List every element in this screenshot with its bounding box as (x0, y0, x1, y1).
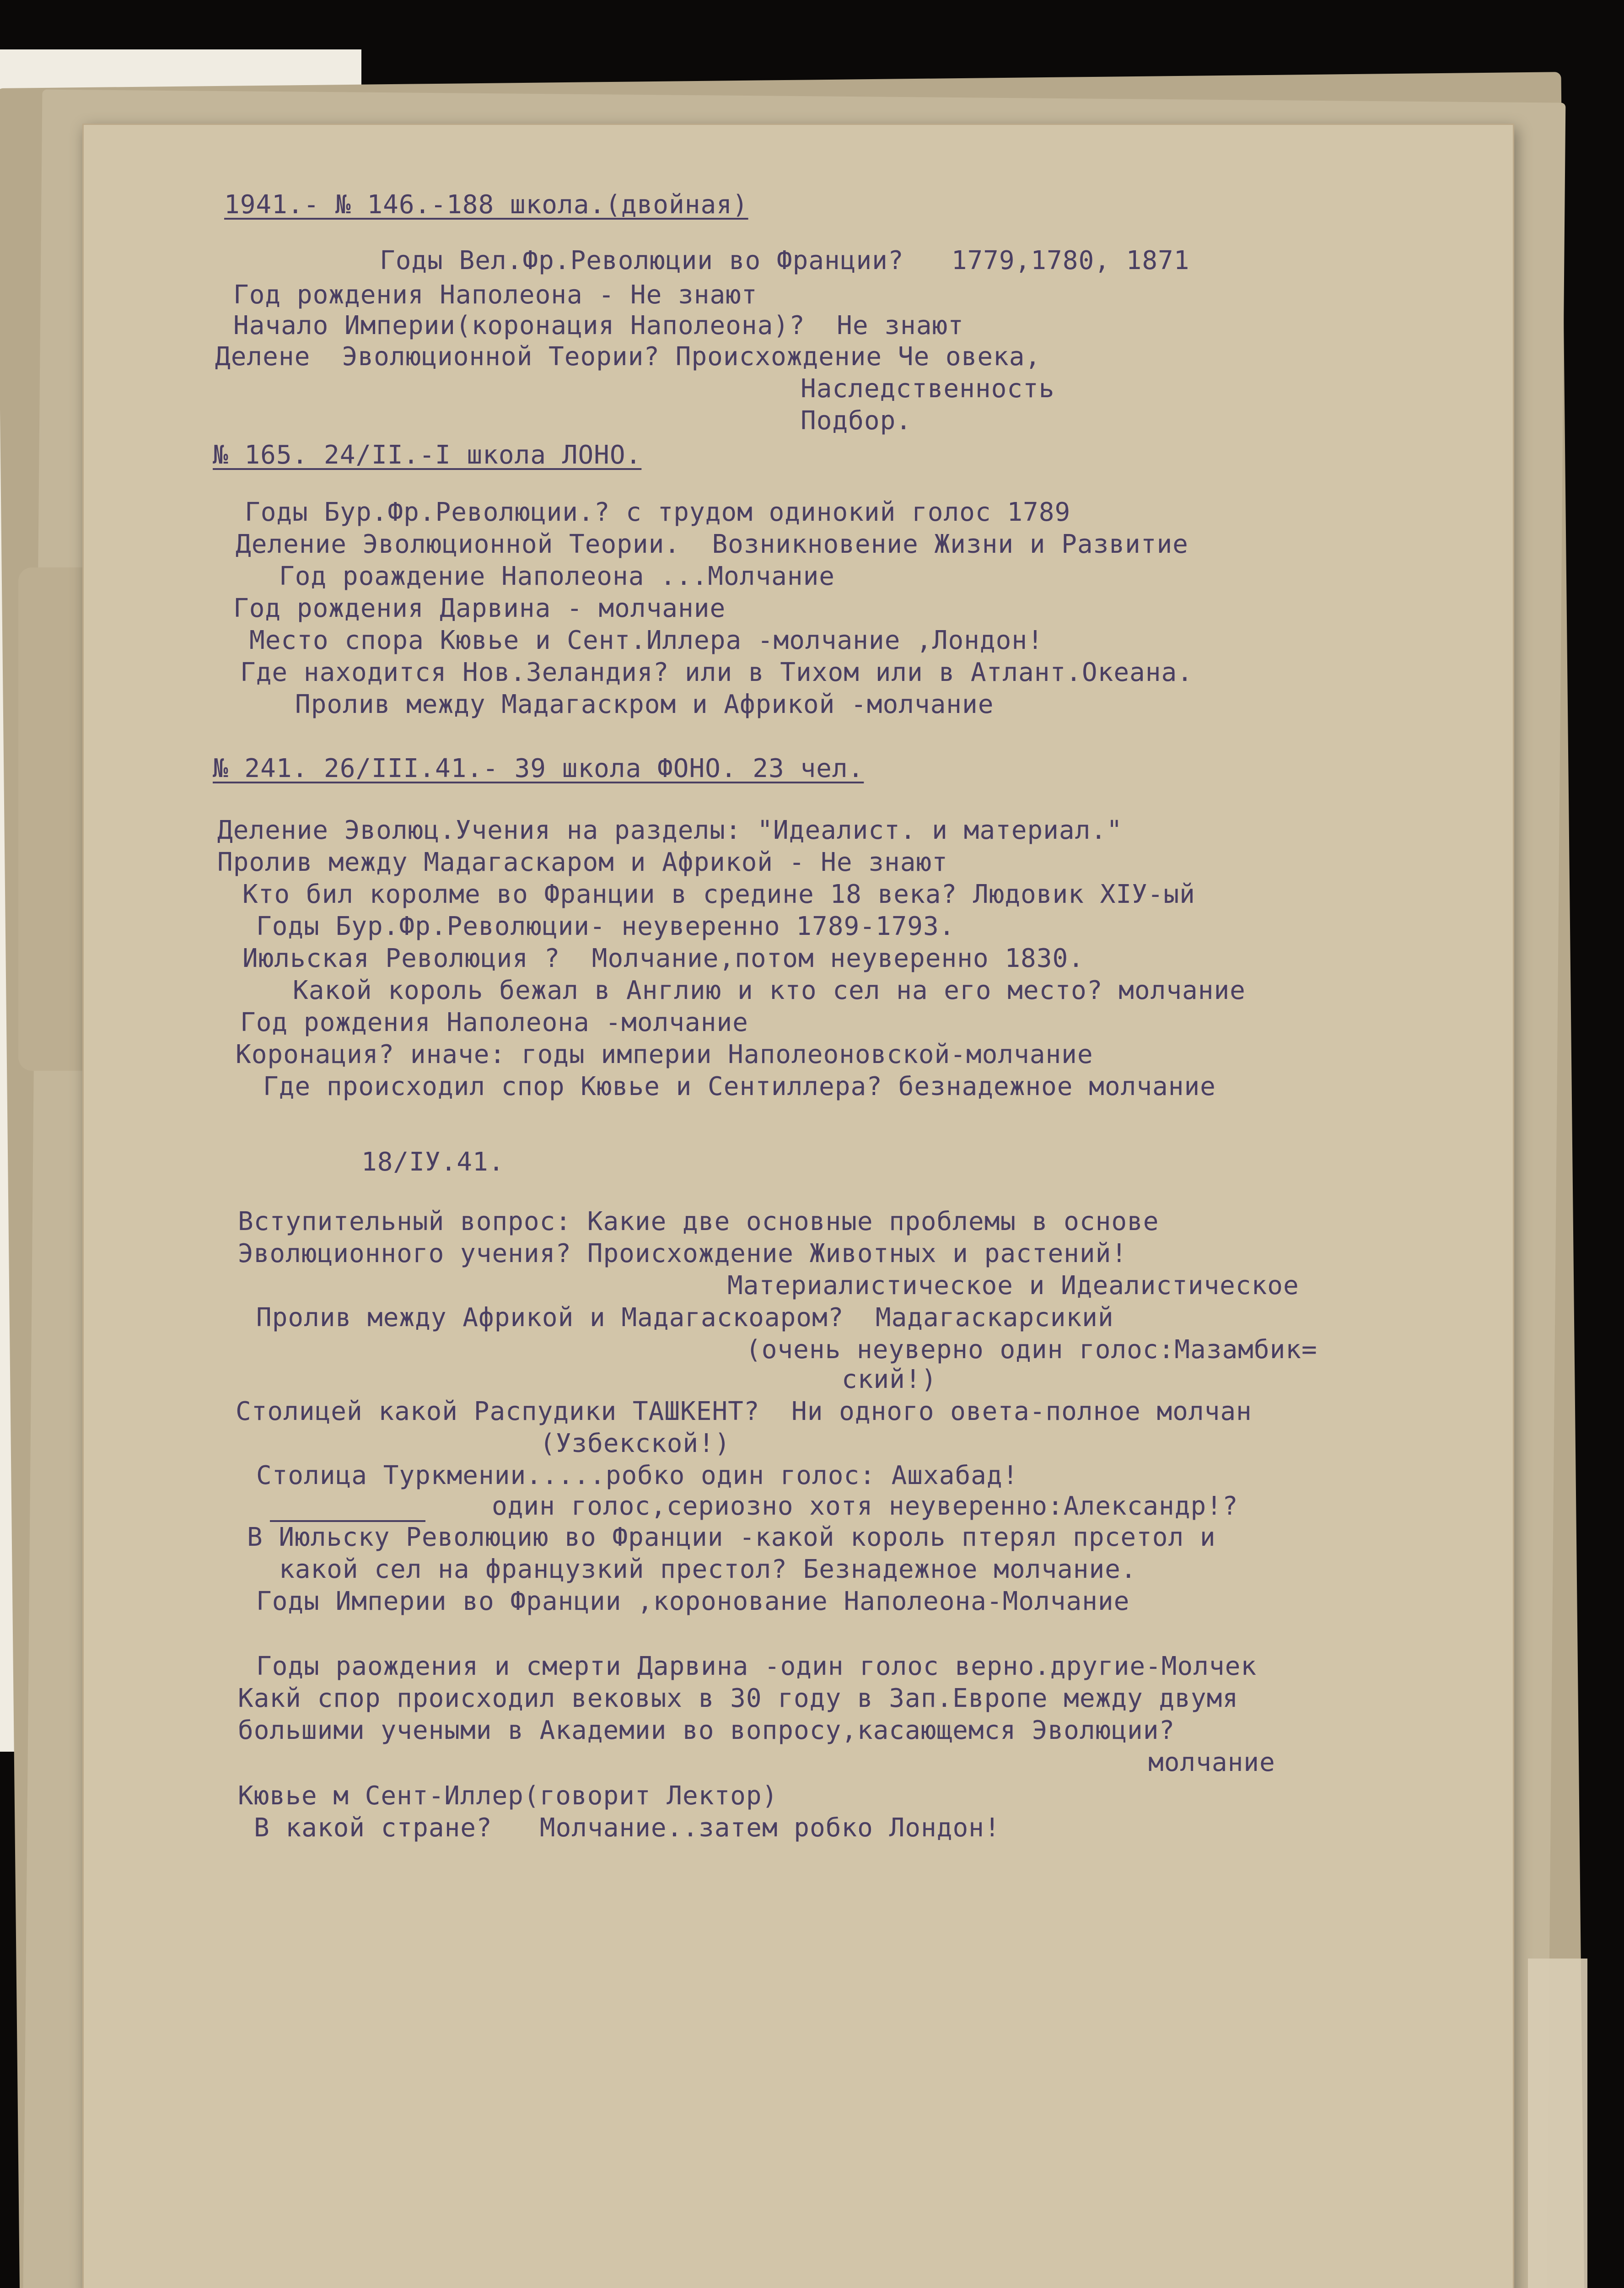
text-line: Пролив между Мадагаскром и Африкой -молчание (295, 690, 994, 719)
text-line: Кювье м Сент-Иллер(говорит Лектор) (238, 1781, 778, 1811)
text-line: Столицей какой Распудики ТАШКЕНТ? Ни одного овета-полное молчан (236, 1397, 1252, 1426)
text-line: Кто бил королме во Франции в средине 18 века? Людовик XIУ-ый (242, 880, 1195, 909)
heading-1941-school-188: 1941.- № 146.-188 школа.(двойная) (224, 190, 748, 220)
text-line: Коронация? иначе: годы империи Наполеоновской-молчание (236, 1040, 1093, 1069)
text-line: Год рождения Дарвина - молчание (233, 594, 726, 623)
heading-241-school-39: № 241. 26/III.41.- 39 школа ФОНО. 23 чел. (213, 754, 864, 783)
text-line: Пролив между Мадагаскаром и Африкой - Не знают (217, 847, 948, 877)
text-line: Подбор. (801, 406, 912, 436)
date-heading-18-4-41: 18/IУ.41. (361, 1147, 505, 1177)
text-line: Июльская Революция ? Молчание,потом неуверенно 1830. (242, 944, 1084, 973)
text-line: молчание (1148, 1748, 1275, 1777)
heading-165-school-1: № 165. 24/II.-I школа ЛОНО. (213, 440, 642, 470)
text-line: Деление Эволюционной Теории. Возникновение Жизни и Развитие (236, 529, 1188, 559)
text-line: Где находится Нов.Зеландия? или в Тихом или в Атлант.Океана. (240, 658, 1193, 687)
text-line: Делене Эволюционной Теории? Происхождение Че овека, (215, 342, 1041, 372)
text-line: В Июльску Революцию во Франции -какой король птерял прсетол и (247, 1522, 1216, 1552)
text-line: Вступительный вопрос: Какие две основные проблемы в основе (238, 1207, 1159, 1236)
text-line: (Узбекской!) (540, 1429, 731, 1458)
text-line: Какй спор происходил вековых в 30 году в Зап.Европе между двумя (238, 1684, 1239, 1713)
text-line: ский!) (842, 1365, 937, 1394)
text-line: Наследственность (801, 374, 1055, 404)
text-line: (очень неуверно один голос:Мазамбик= (746, 1335, 1317, 1365)
blank-underline (270, 1520, 425, 1522)
text-line: Деление Эволюц.Учения на разделы: "Идеалист. и материал." (217, 815, 1123, 845)
text-line: один голос,сериозно хотя неуверенно:Александр!? (492, 1491, 1238, 1521)
text-line: Материалистическое и Идеалистическое (727, 1271, 1299, 1300)
text-line: Эволюционного учения? Происхождение Животных и растений! (238, 1239, 1128, 1268)
text-line: Годы Бур.Фр.Революции- неуверенно 1789-1793. (256, 912, 955, 941)
text-line: Какой король бежал в Англию и кто сел на его место? молчание (293, 976, 1246, 1005)
text-line: Годы Вел.Фр.Революции во Франции? 1779,1780, 1871 (380, 246, 1190, 275)
text-line: Место спора Кювье и Сент.Иллера -молчание ,Лондон! (249, 626, 1043, 655)
text-line: Год рождения Наполеона - Не знают (233, 280, 758, 310)
text-line: Год роаждение Наполеона ...Молчание (279, 561, 835, 591)
text-line: Годы Империи во Франции ,короновaние Наполеона-Молчание (256, 1586, 1130, 1616)
text-line: Столица Туркмении.....робко один голос: Ашхабад! (256, 1461, 1019, 1490)
text-line: Начало Империи(коронация Наполеона)? Не знают (233, 311, 964, 340)
text-line: В какой стране? Молчание..затем робко Лондон! (254, 1813, 1000, 1843)
text-line: Год рождения Наполеона -молчание (240, 1008, 748, 1037)
text-line: Где происходил спор Кювье и Сентиллера? безнадежное молчание (263, 1072, 1216, 1101)
text-line: Годы раождения и смерти Дарвина -один голос верно.другие-Молчек (256, 1651, 1257, 1681)
text-line: Пролив между Африкой и Мадагаскоаром? Мадагаскарсикий (256, 1303, 1114, 1333)
text-line: Годы Бур.Фр.Революции.? с трудом одинокий голос 1789 (245, 497, 1071, 527)
text-line: какой сел на французкий престол? Безнадежное молчание. (279, 1554, 1137, 1584)
text-line: большими учеными в Академии во вопросу,касающемся Эволюции? (238, 1716, 1175, 1745)
